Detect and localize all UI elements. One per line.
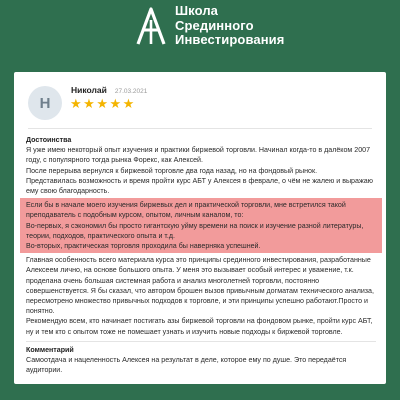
review-body [26,132,376,375]
author-name: Николай [71,85,107,95]
review-para: Главная особенность всего материала курса это принципы срединного инвестирования, разработанные Алексеем лично, на основе большого опыта. У меня это вызывает особый интерес и уважение, т.к. проделана очень большая системная работа и анализ многолетней торговли, постоянно совершенствуется. Я бы сказал, что автором брошен вызов привычным догматам технического анализа, пересмотрено множество привычных подходов к торговле, и эти принципы успешно работают.Просто и понятно. [26,256,374,316]
highlight-para: Во-первых, я сэкономил бы просто гигантскую уйму времени на поиск и изучение разной литературы, теории, подходов, практического опыта и т.д. [26,221,364,240]
school-logo-icon [135,6,167,46]
header [0,0,400,58]
school-name-line1: Школа [175,3,219,18]
avatar: Н [28,86,62,120]
school-name-line2: Срединного [175,17,254,33]
divider [26,341,376,342]
star-icon: ★ [96,96,108,111]
review-card [14,72,386,384]
review-para: Рекомендую всем, кто начинает постигать азы биржевой торговли на фондовом рынке, пройти курс АБТ, ну и тем кто с опытом тоже не помешает узнать и изучить новые подходы к биржевой торговле. [26,317,373,336]
star-icon: ★ [83,96,95,111]
school-name [175,4,284,48]
school-name-line3: Инвестирования [175,32,285,47]
highlighted-passage [20,198,382,253]
star-icon: ★ [70,96,82,111]
advantages-para: Представилась возможность и время пройти курс АБТ у Алексея в феврале, о чём не жалею и выражаю ему свою благодарность. [26,176,373,196]
highlight-para: Если бы в начале моего изучения биржевых дел и практической торговли, мне встретился такой преподаватель с подобным курсом, опытом, личным каналом, то: [26,201,346,220]
author-row [71,85,147,95]
advantages-para: Я уже имею некоторый опыт изучения и практики биржевой торговли. Начинал когда-то в далёком 2007 году, с популярного тогда рынка Форекс, как Алексей. [26,146,371,165]
rating-stars [70,97,136,110]
divider [28,128,372,129]
comments-title: Комментарий [26,345,74,354]
review-date: 27.03.2021 [114,88,148,95]
star-icon: ★ [109,96,122,111]
advantages-title: Достоинства [26,136,72,144]
advantages-para: После перерыва вернулся к биржевой торговле два года назад, но на фондовый рынок. [26,166,318,175]
highlight-para: Во-вторых, практическая торговля проходила бы наверняка успешней. [26,242,261,251]
comments-text: Самоотдача и нацеленность Алексея на результат в деле, которое ему по душе. Это передаётся аудитории. [26,356,347,375]
star-icon: ★ [122,96,135,111]
